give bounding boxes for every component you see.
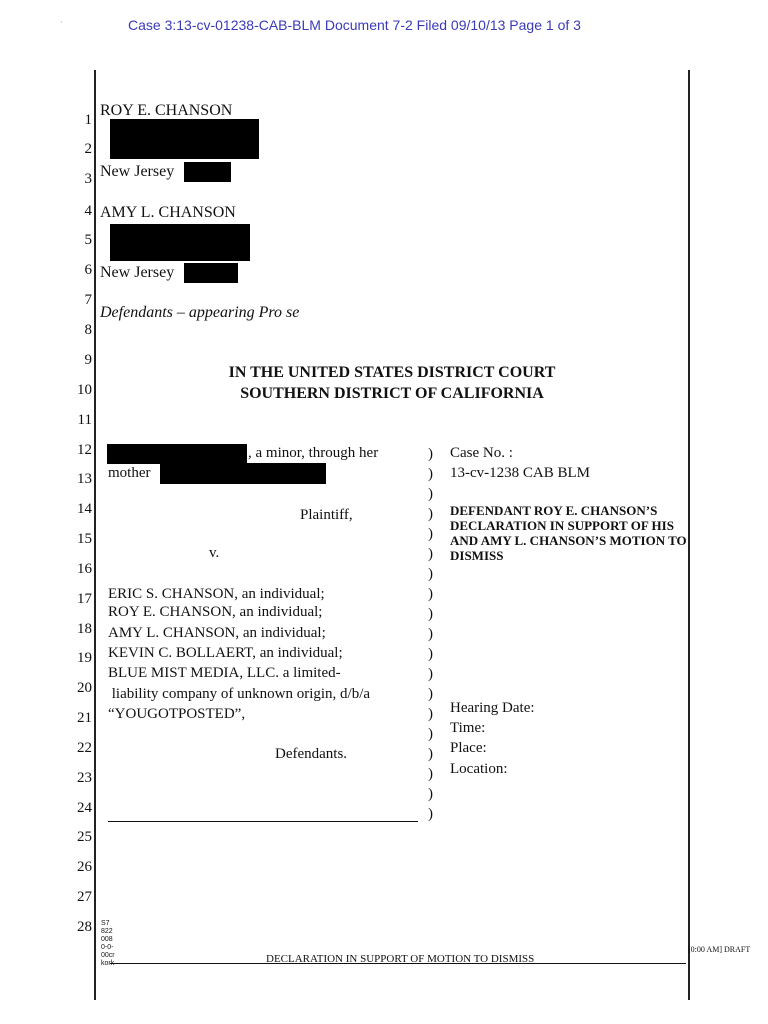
- redaction-box: [184, 162, 231, 182]
- defendant-list-item: AMY L. CHANSON, an individual;: [108, 625, 326, 641]
- redaction-box: [110, 119, 259, 159]
- line-number: 6: [84, 262, 92, 278]
- defendant-list-item: BLUE MIST MEDIA, LLC. a limited-: [108, 665, 341, 681]
- caption-paren: ): [428, 586, 433, 602]
- line-number: 20: [77, 680, 92, 696]
- doc-id-line: 822: [101, 928, 113, 935]
- defendant-list-item: ROY E. CHANSON, an individual;: [108, 604, 323, 620]
- doc-id-line: 008: [101, 936, 113, 943]
- line-number: 23: [77, 770, 92, 786]
- line-number: 10: [77, 382, 92, 398]
- ecf-header: Case 3:13-cv-01238-CAB-BLM Document 7-2 Filed 09/10/13 Page 1 of 3: [128, 17, 581, 33]
- court-name: IN THE UNITED STATES DISTRICT COURT: [228, 364, 556, 381]
- location-label: Location:: [450, 761, 508, 777]
- line-number: 7: [84, 292, 92, 308]
- line-number: 17: [77, 591, 92, 607]
- versus: v.: [209, 545, 220, 561]
- left-margin-rule: [94, 70, 96, 1000]
- doc-id-line: S7: [101, 920, 110, 927]
- caption-underline: [108, 821, 418, 822]
- line-number: 5: [84, 232, 92, 248]
- line-number: 1: [84, 112, 92, 128]
- caption-paren: ): [428, 526, 433, 542]
- doc-id-line: 0-0-: [101, 944, 114, 951]
- line-number: 15: [77, 531, 92, 547]
- plaintiff-line2: mother: [108, 465, 151, 481]
- line-number: 16: [77, 561, 92, 577]
- caption-paren: ): [428, 506, 433, 522]
- defendant2-state: New Jersey: [100, 264, 175, 281]
- line-number: 18: [77, 621, 92, 637]
- line-number: 13: [77, 471, 92, 487]
- caption-paren: ): [428, 746, 433, 762]
- hearing-date-label: Hearing Date:: [450, 700, 535, 716]
- line-number: 21: [77, 710, 92, 726]
- caption-paren: ): [428, 566, 433, 582]
- caption-paren: ): [428, 486, 433, 502]
- court-district: SOUTHERN DISTRICT OF CALIFORNIA: [240, 385, 544, 402]
- line-number: 14: [77, 501, 92, 517]
- case-number: 13-cv-1238 CAB BLM: [450, 465, 590, 481]
- caption-paren: ): [428, 646, 433, 662]
- doc-id-line: kork: [101, 960, 115, 967]
- line-number: 2: [84, 141, 92, 157]
- caption-paren: ): [428, 446, 433, 462]
- line-number: 28: [77, 919, 92, 935]
- document-id-stamp: [101, 920, 115, 968]
- line-number: 11: [77, 412, 92, 428]
- caption-paren: ): [428, 546, 433, 562]
- caption-paren: ): [428, 806, 433, 822]
- redaction-box: [107, 444, 247, 464]
- caption-paren: ): [428, 766, 433, 782]
- defendant1-name: ROY E. CHANSON: [100, 102, 233, 119]
- doc-id-line: 00cr: [101, 952, 115, 959]
- caption-paren: ): [428, 466, 433, 482]
- defendant-list-item: ERIC S. CHANSON, an individual;: [108, 586, 325, 602]
- caption-paren: ): [428, 626, 433, 642]
- appearing-pro-se: Defendants – appearing Pro se: [100, 304, 300, 321]
- defendant-list-item: “YOUGOTPOSTED”,: [108, 706, 246, 722]
- caption-paren: ): [428, 706, 433, 722]
- line-number: 26: [77, 859, 92, 875]
- draft-stamp: [0:00 AM] DRAFT: [688, 945, 751, 954]
- caption-paren: ): [428, 786, 433, 802]
- defendant1-state: New Jersey: [100, 163, 175, 180]
- footer-title: DECLARATION IN SUPPORT OF MOTION TO DISMISS: [266, 953, 535, 965]
- line-number: 12: [77, 442, 92, 458]
- line-number: 9: [84, 352, 92, 368]
- caption-paren: ): [428, 606, 433, 622]
- redaction-box: [160, 463, 326, 484]
- line-number: 8: [84, 322, 92, 338]
- line-number: 24: [77, 800, 92, 816]
- line-number: 3: [84, 171, 92, 187]
- caption-paren: ): [428, 666, 433, 682]
- document-title: DEFENDANT ROY E. CHANSON’S DECLARATION IN SUPPORT OF HIS AND AMY L. CHANSON’S MOTION TO DISMISS: [450, 503, 687, 563]
- line-number: 27: [77, 889, 92, 905]
- line-number: 4: [84, 203, 92, 219]
- line-number: 19: [77, 650, 92, 666]
- plaintiff-line1: , a minor, through her: [248, 445, 379, 461]
- defendant2-name: AMY L. CHANSON: [100, 204, 236, 221]
- defendant-list-item: liability company of unknown origin, d/b/a: [108, 686, 371, 702]
- plaintiff-role: Plaintiff,: [300, 507, 353, 523]
- caption-paren: ): [428, 686, 433, 702]
- defendant-list-item: KEVIN C. BOLLAERT, an individual;: [108, 645, 343, 661]
- defendants-role: Defendants.: [275, 746, 348, 762]
- case-number-label: Case No. :: [450, 445, 513, 461]
- redaction-box: [184, 263, 238, 283]
- time-label: Time:: [450, 720, 486, 736]
- caption-paren: ): [428, 726, 433, 742]
- place-label: Place:: [450, 740, 487, 756]
- line-number: 25: [77, 829, 92, 845]
- redaction-box: [110, 224, 250, 261]
- scan-speck: ·: [60, 18, 63, 27]
- line-number: 22: [77, 740, 92, 756]
